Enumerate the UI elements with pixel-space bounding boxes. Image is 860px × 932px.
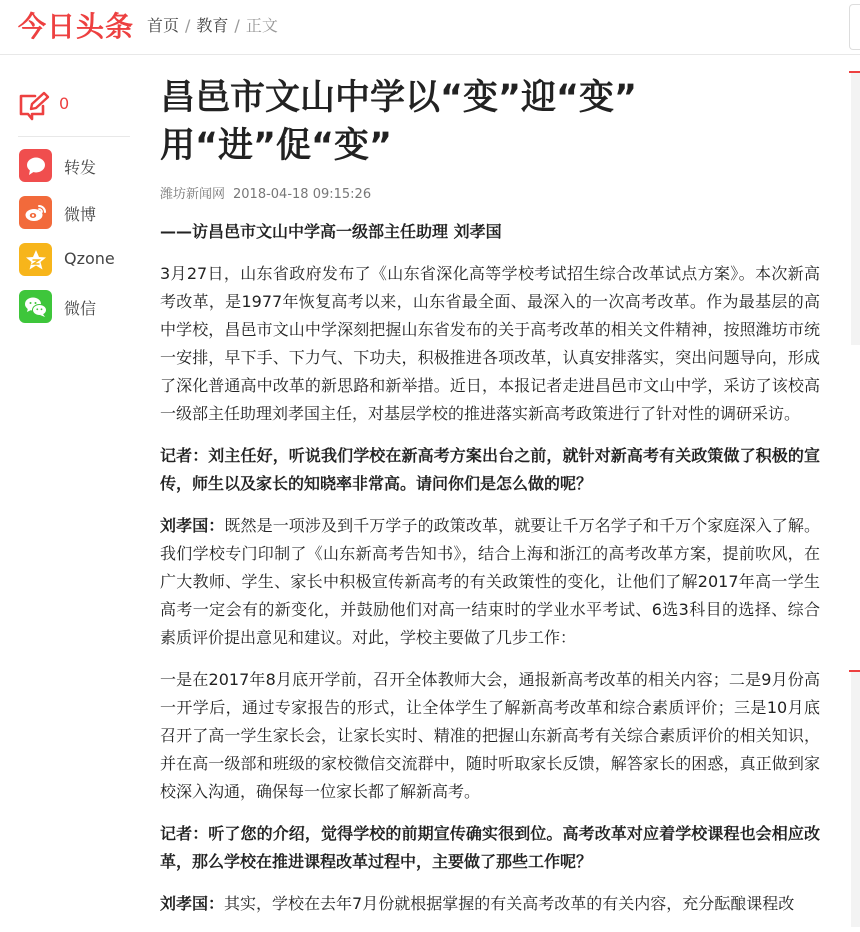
speaker-name: 刘孝国： (160, 894, 225, 913)
breadcrumb-home[interactable]: 首页 (147, 16, 180, 35)
reporter-question: 记者：听了您的介绍，觉得学校的前期宣传确实很到位。高考改革对应着学校课程也会相应改革，那么学校在推进课程改革过程中，主要做了那些工作呢？ (160, 824, 820, 871)
weibo-icon (19, 196, 52, 229)
header-search-edge[interactable] (849, 4, 860, 50)
article-paragraph: 一是在2017年8月底开学前，召开全体教师大会，通报新高考改革的相关内容；二是9月份高一开学后，通过专家报告的形式，让全体学生了解新高考改革和综合素质评价；三是10月底召开了高一学生家长会，让家长实时、精准的把握山东新高考有关综合素质评价的相关知识，并在高一级部和班级的家校微信交流群中，随时听取家长反馈，解答家长的困惑，真正做到家校深入沟通，确保每一位家长都了解新高考。 (160, 670, 820, 801)
wechat-icon (19, 290, 52, 323)
interviewee-answer (160, 890, 820, 918)
qzone-icon (19, 243, 52, 276)
answer-text: 既然是一项涉及到千万学子的政策改革，就要让千万名学子和千万个家庭深入了解。我们学校专门印制了《山东新高考告知书》，结合上海和浙江的高考改革方案，提前吹风，在广大教师、学生、家长中积极宣传新高考的有关政策性的变化，让他们了解2017年高一学生高考一定会有的新变化，并鼓励他们对高一结束时的学业水平考试、6选3科目的选择、综合素质评价提出意见和建议。对此，学校主要做了几步工作： (160, 516, 820, 647)
breadcrumb-separator: / (185, 16, 191, 35)
article-subtitle: ——访昌邑市文山中学高一级部主任助理 刘孝国 (160, 222, 502, 241)
share-sidebar (18, 88, 130, 337)
comment-button[interactable] (18, 88, 130, 126)
breadcrumb-education[interactable]: 教育 (196, 16, 229, 35)
repost-icon (19, 149, 52, 182)
share-wechat-label: 微信 (64, 299, 97, 318)
share-weibo[interactable] (18, 196, 130, 243)
article-title-line2: 用“进”促“变” (160, 126, 393, 166)
share-qzone-label: Qzone (64, 249, 115, 268)
breadcrumb (147, 15, 278, 37)
speaker-name: 刘孝国： (160, 516, 225, 535)
answer-text: 其实，学校在去年7月份就根据掌握的有关高考改革的有关内容，充分酝酿课程改 (224, 894, 795, 913)
comment-count: 0 (59, 94, 70, 113)
article-meta (160, 183, 820, 202)
article-time: 2018-04-18 09:15:26 (233, 187, 372, 202)
share-qzone[interactable] (18, 243, 130, 290)
article-paragraph: 3月27日，山东省政府发布了《山东省深化高等学校考试招生综合改革试点方案》。本次新高考改革，是1977年恢复高考以来，山东省最全面、最深入的一次高考改革。作为最基层的高中学校，昌邑市文山中学深刻把握山东省发布的关于高考改革的相关文件精神，按照潍坊市统一安排，早下手、下力气、下功夫，积极推进各项改革，认真安排落实，突出问题导向，形成了深化普通高中改革的新思路和新举措。近日，本报记者走进昌邑市文山中学，采访了该校高一级部主任助理刘孝国主任，对基层学校的推进落实新高考政策进行了针对性的调研采访。 (160, 264, 820, 423)
share-repost-label: 转发 (64, 158, 97, 177)
interviewee-answer (160, 512, 820, 652)
breadcrumb-current: 正文 (245, 16, 278, 35)
share-weibo-label: 微博 (64, 205, 97, 224)
breadcrumb-separator: / (234, 16, 240, 35)
article-source[interactable]: 潍坊新闻网 (160, 187, 226, 202)
article-title-line1: 昌邑市文山中学以“变”迎“变” (160, 78, 638, 118)
right-panel-edge (851, 73, 860, 345)
share-wechat[interactable] (18, 290, 130, 337)
toutiao-logo[interactable]: 今日头条 (18, 10, 135, 43)
top-header (0, 0, 860, 55)
reporter-question: 记者：刘主任好，听说我们学校在新高考方案出台之前，就针对新高考有关政策做了积极的宣传，师生以及家长的知晓率非常高。请问你们是怎么做的呢？ (160, 446, 820, 493)
share-repost[interactable] (18, 149, 130, 196)
article-title (160, 74, 820, 170)
sidebar-divider (18, 136, 130, 137)
comment-edit-icon (18, 90, 50, 122)
right-panel-edge (851, 672, 860, 927)
article (160, 74, 820, 932)
article-body (160, 218, 820, 918)
